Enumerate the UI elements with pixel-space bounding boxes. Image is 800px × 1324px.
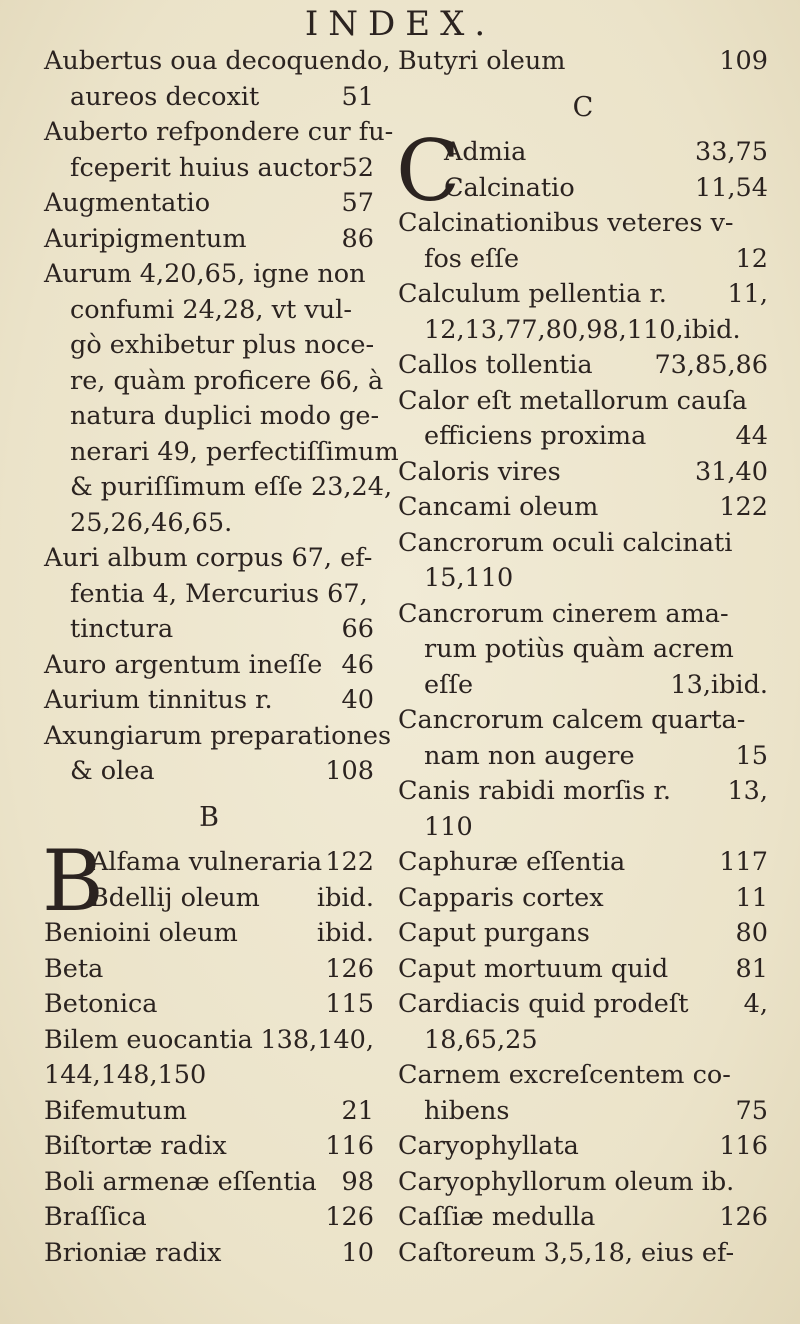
entry-text: Caphuræ eſſentia — [398, 847, 626, 877]
entry-text: natura duplici modo ge- — [70, 401, 380, 431]
entry-text: nerari 49, perfectiſſimum — [70, 436, 399, 467]
index-entry — [44, 222, 374, 258]
entry-text: Bifemutum — [44, 1095, 187, 1126]
index-entry — [398, 1129, 768, 1165]
index-entry — [44, 1236, 374, 1272]
entry-text: nam non augere — [424, 740, 635, 771]
entry-page-ref: 4, — [743, 989, 768, 1019]
index-entry — [44, 80, 374, 116]
index-entry — [398, 526, 768, 562]
entry-page-ref: 21 — [341, 1095, 374, 1126]
index-entry — [398, 242, 768, 278]
index-entry — [398, 171, 768, 207]
entry-page-ref: 98 — [341, 1166, 374, 1197]
entry-text: & olea — [70, 756, 155, 786]
entry-page-ref: 44 — [735, 421, 768, 451]
entry-page-ref: 11 — [735, 882, 768, 913]
index-entry — [44, 364, 384, 400]
index-entry — [398, 384, 768, 420]
index-entry — [44, 1023, 374, 1059]
index-entry — [398, 1094, 768, 1130]
entry-text: Calcinationibus veteres v- — [398, 208, 734, 238]
entry-page-ref: 66 — [341, 614, 374, 644]
index-entry — [398, 490, 768, 526]
entry-page-ref: 75 — [735, 1095, 768, 1126]
entry-text: Alfama vulneraria — [90, 847, 323, 877]
entry-text: gò exhibetur plus noce- — [70, 330, 375, 360]
entry-text: re, quàm proficere 66, à — [70, 365, 384, 396]
index-entry — [398, 739, 768, 775]
entry-text: Callos tollentia — [398, 350, 593, 380]
entry-page-ref: ibid. — [316, 882, 374, 913]
entry-page-ref: 109 — [719, 46, 768, 76]
entry-text: Carnem excreſcentem co- — [398, 1060, 731, 1090]
entry-text: hibens — [424, 1095, 510, 1126]
index-entry — [44, 151, 374, 187]
index-entry — [44, 293, 374, 329]
entry-text: Braſſica — [44, 1202, 147, 1232]
index-entry — [398, 44, 768, 80]
entry-text: Beta — [44, 953, 104, 984]
index-entry — [398, 632, 768, 668]
entry-text: Calor eſt metallorum cauſa — [398, 385, 748, 416]
index-entry — [44, 1058, 374, 1094]
index-entry — [398, 668, 768, 704]
section-heading-b: B — [199, 801, 219, 833]
entry-page-ref: 15 — [735, 740, 768, 771]
index-entry — [44, 470, 393, 506]
entry-text: Aurium tinnitus r. — [44, 685, 273, 715]
entry-text: Augmentatio — [44, 188, 211, 218]
index-entry — [398, 774, 768, 810]
entry-text: Bilem euocantia — [44, 1024, 253, 1055]
index-entry — [398, 206, 768, 242]
entry-text: Cancrorum cinerem ama- — [398, 598, 729, 629]
entry-text: fos eſſe — [424, 243, 520, 274]
index-entry — [44, 754, 374, 790]
entry-text: Auri album corpus 67, ef- — [44, 543, 373, 573]
entry-text: Axungiarum preparationes — [44, 720, 392, 751]
entry-page-ref: 51 — [341, 81, 374, 112]
entry-text: Boli armenæ eſſentia — [44, 1166, 317, 1197]
entry-page-ref: 31,40 — [694, 456, 768, 487]
entry-text: Cancrorum calcem quarta- — [398, 705, 746, 735]
index-entry — [398, 703, 768, 739]
index-entry — [398, 313, 768, 349]
entry-page-ref: 116 — [325, 1131, 374, 1161]
entry-text: Calcinatio — [444, 172, 575, 203]
section-heading-c: C — [572, 91, 594, 123]
dropcap-b: B — [42, 832, 104, 930]
entry-page-ref: 11, — [727, 279, 768, 309]
entry-page-ref: 117 — [719, 847, 768, 877]
entry-page-ref: 40 — [341, 685, 374, 715]
entry-text: Caput mortuum quid — [398, 953, 669, 984]
entry-page-ref: 126 — [719, 1202, 768, 1232]
index-entry — [398, 455, 768, 491]
entry-text: Aurum 4,20,65, igne non — [44, 259, 366, 289]
index-entry — [44, 845, 374, 881]
index-entry — [44, 719, 392, 755]
entry-page-ref: ibid. — [316, 918, 374, 948]
entry-text: tinctura — [70, 614, 174, 644]
entry-page-ref: 108 — [325, 756, 374, 786]
dropcap-c: C — [396, 122, 461, 220]
entry-page-ref: 122 — [325, 847, 374, 877]
index-entry — [398, 597, 768, 633]
index-entry — [44, 257, 374, 293]
entry-text: 12,13,77,80,98,110,ibid. — [424, 314, 741, 345]
entry-text: Caryophyllata — [398, 1131, 579, 1161]
left-column — [42, 44, 399, 1271]
entry-page-ref: 11,54 — [694, 172, 768, 203]
entry-page-ref: 10 — [341, 1237, 374, 1268]
index-entry — [398, 987, 768, 1023]
index-entry — [398, 348, 768, 384]
entry-page-ref: 12 — [735, 243, 768, 274]
entry-text: Cancrorum oculi calcinati — [398, 527, 733, 558]
entry-page-ref: 73,85,86 — [654, 350, 768, 380]
index-entry — [44, 577, 374, 613]
entry-text: fceperit huius auctor — [70, 152, 342, 183]
entry-page-ref: 57 — [341, 188, 374, 218]
entry-text: & puriſſimum eſſe 23,24, — [70, 472, 393, 502]
entry-text: Betonica — [44, 989, 158, 1019]
entry-text: confumi 24,28, vt vul- — [70, 294, 352, 325]
entry-text: Brioniæ radix — [44, 1237, 222, 1268]
entry-page-ref: 52 — [341, 152, 374, 183]
index-entry — [44, 44, 391, 80]
page-header: INDEX. — [304, 4, 496, 44]
entry-text: Caryophyllorum oleum ib. — [398, 1166, 735, 1197]
index-entry — [44, 1165, 374, 1201]
index-entry — [398, 952, 768, 988]
index-entry — [44, 1200, 374, 1236]
right-column — [398, 44, 768, 1271]
index-entry — [398, 135, 768, 171]
entry-page-ref: 80 — [735, 918, 768, 948]
entry-text: Caput purgans — [398, 918, 590, 948]
index-entry — [44, 435, 399, 471]
entry-text: rum potiùs quàm acrem — [424, 634, 734, 664]
entry-page-ref: 13,ibid. — [670, 669, 768, 700]
entry-text: Butyri oleum — [398, 46, 566, 76]
entry-page-ref: 115 — [325, 989, 374, 1019]
entry-page-ref: 81 — [735, 953, 768, 984]
entry-text: 144,148,150 — [44, 1060, 207, 1090]
entry-text: Aubertus oua decoquendo, — [44, 46, 391, 76]
entry-text: aureos decoxit — [70, 81, 260, 112]
entry-page-ref: 126 — [325, 953, 374, 984]
entry-text: Calculum pellentia r. — [398, 279, 667, 309]
index-entry — [44, 186, 374, 222]
entry-text: 25,26,46,65. — [70, 507, 233, 538]
entry-text: fentia 4, Mercurius 67, — [70, 578, 368, 609]
index-entry — [44, 399, 380, 435]
entry-text: Caloris vires — [398, 456, 561, 487]
index-entry — [398, 277, 768, 313]
index-entry — [44, 1094, 374, 1130]
index-entry — [44, 987, 374, 1023]
entry-text: Caſtoreum 3,5,18, eius ef- — [398, 1237, 735, 1268]
section-c-entries — [396, 122, 768, 1271]
entry-text: Caſſiæ medulla — [398, 1202, 596, 1232]
index-entry — [44, 916, 374, 952]
index-entry — [398, 1023, 768, 1059]
index-entry — [398, 810, 768, 846]
index-entry — [44, 648, 374, 684]
entry-text: 15,110 — [424, 563, 514, 593]
entry-text: Auro argentum ineſſe — [44, 649, 323, 680]
index-entry — [398, 1236, 768, 1272]
entry-text: Bdellij oleum — [90, 882, 260, 913]
index-entry — [398, 845, 768, 881]
index-entry — [398, 561, 768, 597]
index-entry — [44, 506, 374, 542]
entry-text: Cancami oleum — [398, 492, 599, 522]
entry-text: efficiens proxima — [424, 421, 647, 451]
entry-text: Admia — [444, 137, 527, 167]
index-entry — [44, 1129, 374, 1165]
index-entry — [44, 612, 374, 648]
entry-text: Auberto refpondere cur fu- — [44, 117, 394, 147]
entry-page-ref: 122 — [719, 492, 768, 522]
entry-page-ref: 116 — [719, 1131, 768, 1161]
left-entries — [44, 44, 399, 790]
entry-page-ref: 46 — [341, 649, 374, 680]
entry-page-ref: 126 — [325, 1202, 374, 1232]
entry-text: Cardiacis quid prodeſt — [398, 989, 689, 1019]
entry-text: 18,65,25 — [424, 1024, 538, 1055]
index-entry — [44, 328, 374, 364]
index-entry — [398, 1058, 768, 1094]
entry-text: Capparis cortex — [398, 882, 604, 913]
index-entry — [44, 952, 374, 988]
index-entry — [398, 419, 768, 455]
index-entry — [44, 683, 374, 719]
index-entry — [398, 881, 768, 917]
entry-page-ref: 13, — [727, 776, 768, 806]
entry-page-ref: 33,75 — [694, 137, 768, 167]
section-b-entries — [42, 832, 374, 1271]
entry-page-ref: 86 — [341, 223, 374, 254]
right-entries — [398, 44, 768, 80]
index-entry — [44, 881, 374, 917]
index-entry — [44, 541, 374, 577]
entry-text: Canis rabidi morſis r. — [398, 776, 671, 806]
entry-text: Biſtortæ radix — [44, 1131, 227, 1161]
index-entry — [398, 1200, 768, 1236]
entry-text: eſſe — [424, 669, 474, 700]
entry-page-ref: 138,140, — [260, 1024, 374, 1055]
entry-text: Auripigmentum — [44, 223, 247, 254]
index-entry — [44, 115, 394, 151]
index-entry — [398, 1165, 768, 1201]
index-entry — [398, 916, 768, 952]
entry-text: 110 — [424, 811, 473, 842]
entry-text: Benioini oleum — [44, 918, 238, 948]
